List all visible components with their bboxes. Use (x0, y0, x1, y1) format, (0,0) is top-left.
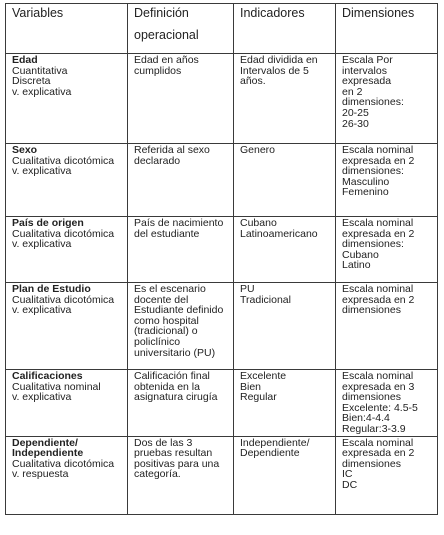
header-variables (6, 4, 128, 54)
table-row (6, 217, 438, 283)
cell-definicion (128, 54, 234, 144)
cell-line: Referida al sexo (134, 144, 210, 156)
cell-definicion (128, 144, 234, 217)
cell-line: Regular:3-3.9 (342, 422, 406, 435)
cell-line: policlínico (134, 335, 181, 348)
cell-line: (tradicional) o (134, 325, 198, 338)
cell-line: Calificación final (134, 370, 210, 382)
header-indicadores-text: Indicadores (240, 6, 305, 20)
cell-line: Edad en años (134, 54, 199, 66)
cell-line: Bien:4-4.4 (342, 412, 390, 425)
table-row (6, 144, 438, 217)
cell-line: Tradicional (240, 293, 291, 306)
table-row (6, 370, 438, 437)
cell-line: Escala nominal (342, 370, 414, 382)
cell-line: Escala nominal (342, 144, 414, 156)
cell-line: 20-25 (342, 106, 369, 119)
cell-line: docente del (134, 293, 189, 306)
cell-dimensiones (336, 436, 438, 514)
cell-indicadores (234, 283, 336, 370)
cell-variable (6, 436, 128, 514)
cell-definicion (128, 283, 234, 370)
cell-line: dimensiones (342, 304, 401, 317)
header-row (6, 4, 438, 54)
cell-line: intervalos (342, 64, 387, 77)
cell-line: Bien (240, 380, 262, 393)
cell-line: IC (342, 468, 353, 481)
header-dimensiones-text: Dimensiones (342, 6, 415, 20)
cell-line: categoría. (134, 468, 181, 481)
cell-line: Cualitativa nominal (12, 380, 101, 393)
cell-indicadores (234, 370, 336, 437)
cell-line: declarado (134, 154, 181, 167)
cell-line: Escala Por (342, 54, 393, 66)
table-row (6, 283, 438, 370)
cell-line: v. respuesta (12, 468, 69, 481)
cell-line: Femenino (342, 186, 389, 199)
header-variables-text: Variables (12, 6, 64, 20)
cell-dimensiones (336, 54, 438, 144)
cell-line: expresada (342, 75, 392, 88)
cell-line: v. explicativa (12, 85, 72, 98)
cell-line: Escala nominal (342, 436, 414, 449)
cell-variable (6, 54, 128, 144)
cell-line: en 2 (342, 85, 363, 98)
cell-line: Intervalos de 5 (240, 64, 309, 77)
cell-line: dimensiones (342, 391, 401, 404)
cell-line: positivas para una (134, 457, 220, 470)
cell-line: Cubano (240, 217, 277, 229)
table-row (6, 54, 438, 144)
cell-line: v. explicativa (12, 391, 72, 404)
cell-line: v. explicativa (12, 238, 72, 251)
cell-dimensiones (336, 217, 438, 283)
cell-line: Es el escenario (134, 283, 206, 295)
cell-line: DC (342, 478, 358, 491)
variable-name: Dependiente/ Independiente (12, 436, 84, 460)
cell-line: años. (240, 75, 266, 88)
cell-line: como hospital (134, 314, 199, 327)
cell-line: Escala nominal (342, 217, 414, 229)
cell-line: Excelente: 4.5-5 (342, 401, 418, 414)
cell-line: Edad dividida en (240, 54, 318, 66)
cell-line: pruebas resultan (134, 447, 213, 460)
cell-line: dimensiones: (342, 165, 404, 178)
table-row (6, 436, 438, 514)
cell-definicion (128, 436, 234, 514)
cell-line: Estudiante definido (134, 304, 224, 317)
cell-indicadores (234, 54, 336, 144)
variable-name: Edad (12, 54, 38, 66)
cell-line: Excelente (240, 370, 287, 382)
cell-line: dimensiones (342, 457, 401, 470)
header-indicadores (234, 4, 336, 54)
cell-line: expresada en 3 (342, 380, 415, 393)
cell-line: Regular (240, 391, 277, 404)
cell-line: Escala nominal (342, 283, 414, 295)
cell-line: del estudiante (134, 227, 200, 240)
cell-line: Dos de las 3 (134, 436, 193, 449)
header-dimensiones (336, 4, 438, 54)
cell-line: Latinoamericano (240, 227, 318, 240)
variable-name: Sexo (12, 144, 38, 156)
cell-variable (6, 283, 128, 370)
cell-line: Latino (342, 259, 371, 272)
cell-line: universitario (PU) (134, 346, 216, 359)
cell-indicadores (234, 144, 336, 217)
cell-line: 26-30 (342, 117, 369, 130)
cell-indicadores (234, 436, 336, 514)
header-definicion-text-2: operacional (134, 28, 199, 42)
cell-dimensiones (336, 370, 438, 437)
cell-indicadores (234, 217, 336, 283)
cell-line: expresada en 2 (342, 154, 415, 167)
variable-name: País de origen (12, 217, 84, 229)
cell-line: Cubano (342, 248, 379, 261)
cell-variable (6, 370, 128, 437)
cell-line: obtenida en la (134, 380, 200, 393)
cell-line: Dependiente (240, 447, 300, 460)
cell-line: PU (240, 283, 255, 295)
cell-line: v. explicativa (12, 165, 72, 178)
cell-variable (6, 144, 128, 217)
variable-name: Calificaciones (12, 370, 83, 382)
cell-line: Cualitativa dicotómica (12, 227, 115, 240)
cell-line: dimensiones: (342, 238, 404, 251)
cell-definicion (128, 217, 234, 283)
cell-line: expresada en 2 (342, 447, 415, 460)
variable-name: Plan de Estudio (12, 283, 91, 295)
cell-line: expresada en 2 (342, 227, 415, 240)
cell-line: asignatura cirugía (134, 391, 218, 404)
cell-line: Genero (240, 144, 276, 156)
cell-variable (6, 217, 128, 283)
cell-line: Independiente/ (240, 436, 310, 449)
cell-dimensiones (336, 144, 438, 217)
header-definicion (128, 4, 234, 54)
cell-dimensiones (336, 283, 438, 370)
cell-line: v. explicativa (12, 304, 72, 317)
cell-line: Cualitativa dicotómica (12, 293, 115, 306)
header-definicion-text: Definición (134, 6, 189, 20)
variables-table (5, 3, 438, 515)
cell-line: Masculino (342, 175, 390, 188)
cell-line: Cuantitativa (12, 64, 68, 77)
cell-line: dimensiones: (342, 96, 404, 109)
cell-line: expresada en 2 (342, 293, 415, 306)
cell-line: Cualitativa dicotómica (12, 457, 115, 470)
cell-line: cumplidos (134, 64, 182, 77)
cell-definicion (128, 370, 234, 437)
cell-line: Discreta (12, 75, 51, 88)
cell-line: País de nacimiento (134, 217, 224, 229)
cell-line: Cualitativa dicotómica (12, 154, 115, 167)
